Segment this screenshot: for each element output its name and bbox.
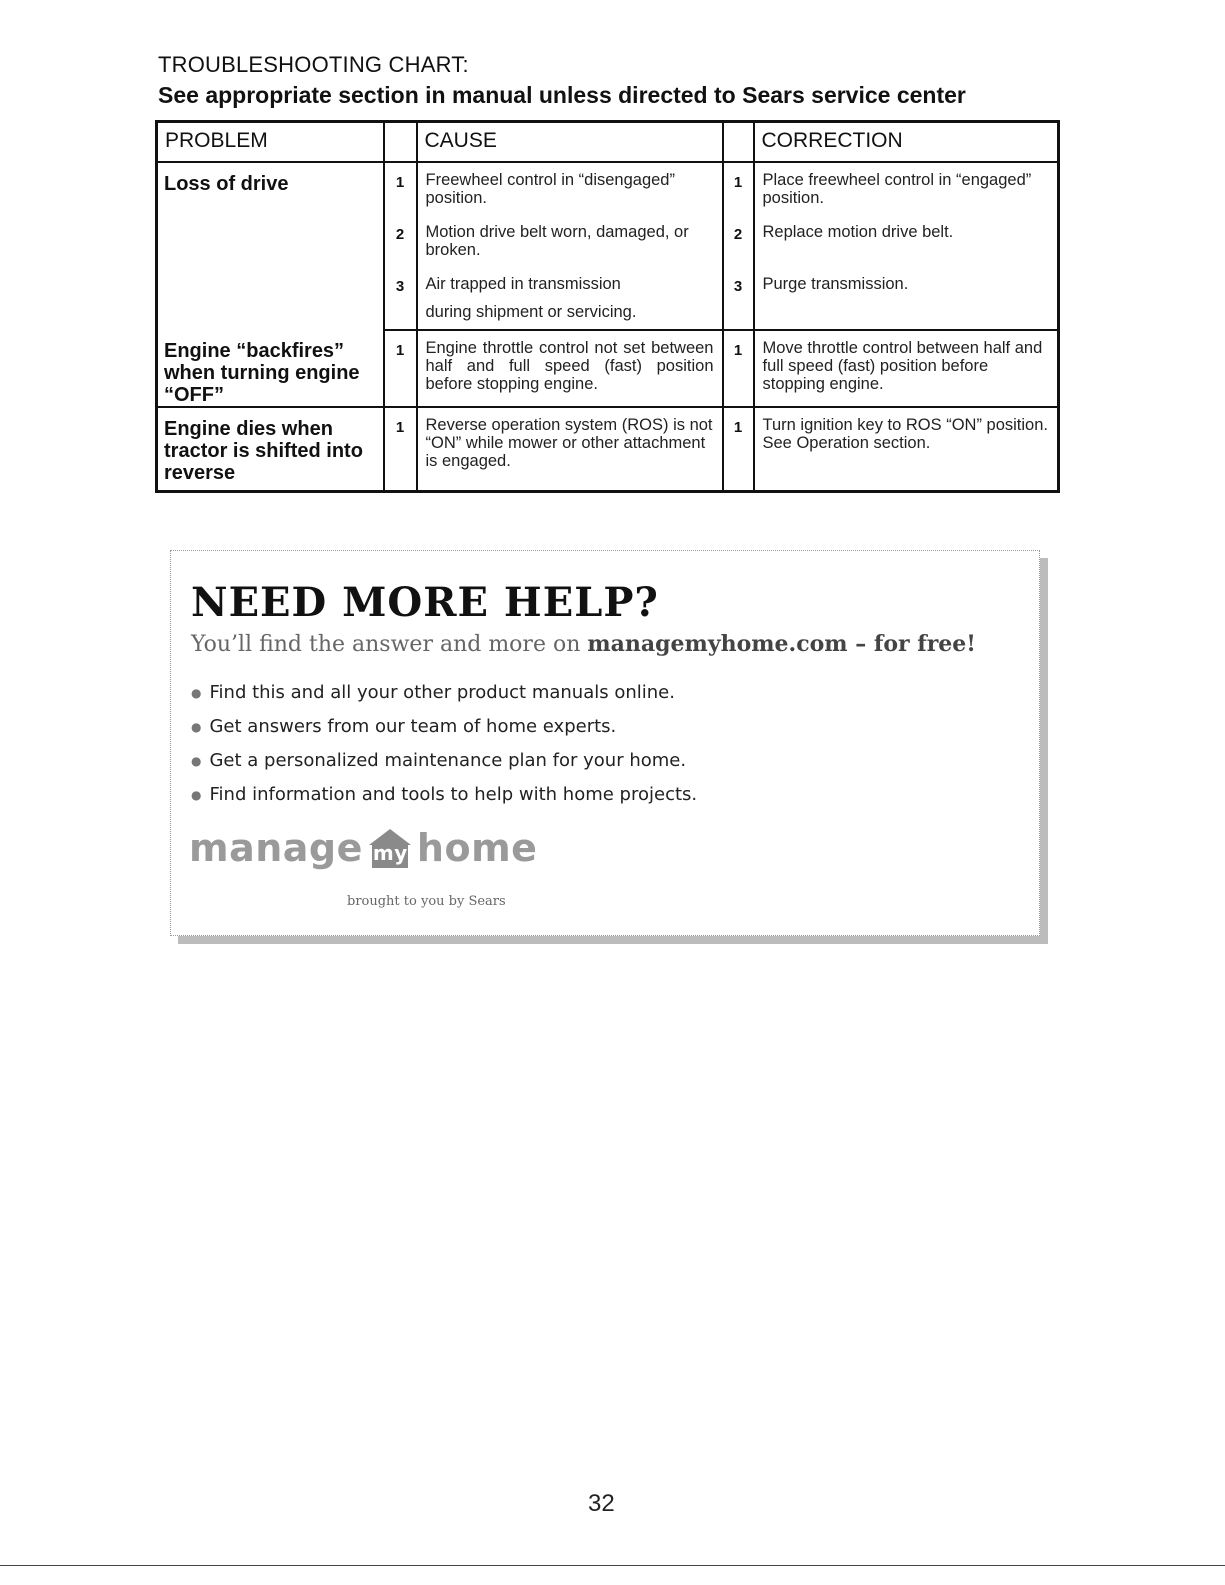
bullet-icon: ● <box>191 720 202 734</box>
list-item: ● Get a personalized maintenance plan for your home. <box>191 750 687 771</box>
header-problem: PROBLEM <box>157 122 384 162</box>
correction-number: 1 <box>723 162 754 215</box>
cause-number: 1 <box>384 407 417 492</box>
correction-cell <box>754 301 1059 330</box>
cause-cell: Air trapped in transmission <box>417 267 723 301</box>
header-cause: CAUSE <box>417 122 723 162</box>
correction-cell: Purge transmission. <box>754 267 1059 301</box>
header-correction: CORRECTION <box>754 122 1059 162</box>
cause-cell: Engine throttle control not set between half and full speed (fast) position before stopping engine. <box>417 330 723 407</box>
house-icon <box>367 827 413 869</box>
help-bullet-list <box>191 681 697 817</box>
logo-tagline: brought to you by Sears <box>347 894 506 909</box>
problem-cell: Engine dies when tractor is shifted into reverse <box>157 407 384 492</box>
help-subtitle-text: You’ll find the answer and more on <box>191 632 588 657</box>
table-row <box>157 162 1059 215</box>
page-number: 32 <box>588 1490 615 1517</box>
correction-number: 3 <box>723 267 754 301</box>
bullet-icon: ● <box>191 754 202 768</box>
correction-number: 1 <box>723 330 754 407</box>
cause-number: 1 <box>384 162 417 215</box>
list-item: ● Get answers from our team of home experts. <box>191 716 617 737</box>
bullet-icon: ● <box>191 788 202 802</box>
correction-cell: Replace motion drive belt. <box>754 215 1059 267</box>
table-row <box>157 407 1059 492</box>
cause-cell: Freewheel control in “disengaged” position. <box>417 162 723 215</box>
cause-number: 2 <box>384 215 417 267</box>
cause-number: 1 <box>384 330 417 407</box>
list-item: ● Find information and tools to help with home projects. <box>191 784 698 805</box>
troubleshooting-table <box>155 120 1060 493</box>
correction-cell: Move throttle control between half and full speed (fast) position before stopping engine. <box>754 330 1059 407</box>
cause-cell: Motion drive belt worn, damaged, or broken. <box>417 215 723 267</box>
logo-text-right: home <box>416 826 538 870</box>
correction-cell: Turn ignition key to ROS “ON” position. See Operation section. <box>754 407 1059 492</box>
chart-subtitle: See appropriate section in manual unless directed to Sears service center <box>158 82 966 108</box>
help-title: NEED MORE HELP? <box>191 579 659 626</box>
correction-number: 2 <box>723 215 754 267</box>
header-num <box>384 122 417 162</box>
help-subtitle <box>191 631 976 657</box>
list-item: ● Find this and all your other product manuals online. <box>191 682 675 703</box>
help-site-link[interactable]: managemyhome.com – for free! <box>587 631 976 657</box>
bottom-rule <box>0 1565 1225 1566</box>
cause-cell: Reverse operation system (ROS) is not “ON” while mower or other attachment is engaged. <box>417 407 723 492</box>
problem-cell: Engine “backfires” when turning engine “OFF” <box>157 330 384 407</box>
logo-text-mid: my <box>372 841 408 865</box>
bullet-icon: ● <box>191 686 202 700</box>
logo-text-left: manage <box>189 826 363 870</box>
problem-cell: Loss of drive <box>157 162 384 330</box>
correction-number: 1 <box>723 407 754 492</box>
correction-number <box>723 301 754 330</box>
chart-title: TROUBLESHOOTING CHART: <box>158 52 469 77</box>
correction-cell: Place freewheel control in “engaged” position. <box>754 162 1059 215</box>
table-row <box>157 330 1059 407</box>
managemyhome-logo <box>189 826 537 870</box>
cause-number <box>384 301 417 330</box>
help-box <box>170 550 1040 936</box>
header-cnum <box>723 122 754 162</box>
cause-cell: during shipment or servicing. <box>417 301 723 330</box>
cause-number: 3 <box>384 267 417 301</box>
